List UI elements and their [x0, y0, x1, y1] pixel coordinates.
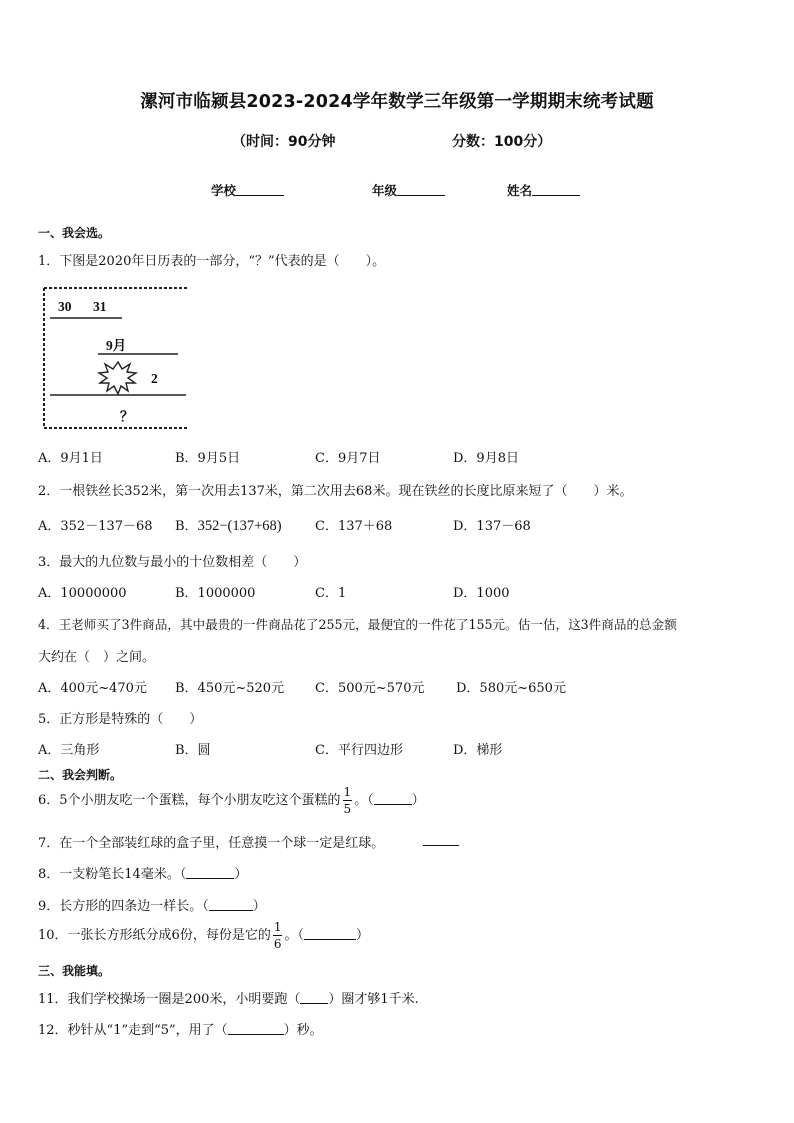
section-heading-judge: 二、我会判断。	[38, 768, 123, 782]
q1-option-a[interactable]: A．9月1日	[38, 451, 103, 466]
section-heading-fill: 三、我能填。	[38, 964, 111, 978]
school-label: 学校	[211, 183, 237, 198]
q5-option-c[interactable]: C．平行四边形	[315, 743, 403, 758]
q2-option-b-expression: 352−(137+68)	[197, 518, 282, 534]
question-6-open: 。（	[354, 793, 374, 808]
calendar-month-label: 9月	[106, 338, 127, 353]
calendar-unknown-mark: ？	[120, 409, 134, 424]
name-blank[interactable]	[532, 183, 580, 196]
question-10-close: ）	[355, 928, 369, 943]
q2-option-a[interactable]: A．352－137－68	[38, 519, 153, 534]
question-10	[38, 921, 369, 950]
calendar-figure	[38, 282, 190, 432]
section-heading-choice: 一、我会选。	[38, 226, 111, 240]
question-8	[38, 863, 247, 882]
q9-answer-blank[interactable]	[209, 899, 253, 911]
q4-option-d[interactable]: D．580元~650元	[456, 681, 566, 696]
q2-option-d[interactable]: D．137－68	[453, 519, 531, 534]
name-field[interactable]	[507, 181, 580, 199]
question-12	[38, 1019, 323, 1038]
q6-answer-blank[interactable]	[374, 793, 412, 805]
exam-time: （时间：90分钟	[232, 134, 336, 150]
question-5-stem: 5．正方形是特殊的（ ）	[38, 712, 203, 727]
question-4-stem-line-1: 4．王老师买了3件商品，其中最贵的一件商品花了255元，最便宜的一件花了155元。估一估，这3件商品的总金额	[38, 617, 677, 632]
question-6-close: ）	[411, 793, 425, 808]
q4-option-b[interactable]: B．450元~520元	[175, 681, 285, 696]
burst-icon	[99, 362, 136, 394]
fraction-denominator: 5	[343, 802, 352, 816]
question-3-stem: 3．最大的九位数与最小的十位数相差（ ）	[38, 555, 307, 570]
school-field[interactable]	[211, 181, 284, 199]
question-8-stem: 8．一支粉笔长14毫米。（	[38, 867, 187, 882]
question-1-stem: 1．下图是2020年日历表的一部分，“？”代表的是（ ）。	[38, 254, 386, 269]
fraction-denominator: 6	[273, 937, 282, 951]
fraction-one-sixth	[273, 921, 283, 950]
question-8-close: ）	[234, 867, 248, 882]
question-2-stem: 2．一根铁丝长352米，第一次用去137米，第二次用去68米。现在铁丝的长度比原来短了（ ）米。	[38, 484, 633, 499]
exam-score: 分数：100分）	[452, 134, 552, 150]
question-11	[38, 988, 419, 1007]
grade-field[interactable]	[372, 181, 445, 199]
question-4-stem-line-2: 大约在（ ）之间。	[38, 650, 156, 665]
q11-answer-blank[interactable]	[300, 992, 328, 1004]
q3-option-c[interactable]: C．1	[315, 586, 347, 601]
q1-option-c[interactable]: C．9月7日	[315, 451, 381, 466]
question-12-stem: 12．秒针从“1”走到“5”，用了（	[38, 1023, 228, 1038]
page-title: 漯河市临颍县2023-2024学年数学三年级第一学期期末统考试题	[140, 92, 654, 112]
question-9-stem: 9．长方形的四条边一样长。（	[38, 899, 209, 914]
question-6-stem: 6．5个小朋友吃一个蛋糕，每个小朋友吃这个蛋糕的	[38, 793, 341, 808]
q1-option-b[interactable]: B．9月5日	[175, 451, 241, 466]
q8-answer-blank[interactable]	[186, 867, 234, 879]
fraction-one-fifth	[343, 786, 353, 815]
grade-label: 年级	[372, 183, 398, 198]
q4-option-a[interactable]: A．400元~470元	[38, 681, 147, 696]
question-9-close: ）	[252, 899, 266, 914]
question-10-stem: 10．一张长方形纸分成6份，每份是它的	[38, 928, 271, 943]
q2-option-c[interactable]: C．137＋68	[315, 519, 393, 534]
q5-option-a[interactable]: A．三角形	[38, 743, 100, 758]
question-7-stem: 7．在一个全部装红球的盒子里，任意摸一个球一定是红球。	[38, 836, 385, 851]
q7-answer-blank[interactable]	[423, 845, 459, 846]
fraction-numerator: 1	[273, 920, 282, 934]
question-11-after: ）圈才够1千米.	[328, 992, 419, 1007]
calendar-date-31: 31	[93, 299, 107, 314]
calendar-date-30: 30	[58, 299, 72, 314]
q5-option-b[interactable]: B．圆	[175, 743, 211, 758]
q3-option-a[interactable]: A．10000000	[38, 586, 127, 601]
question-6	[38, 786, 425, 815]
q5-option-d[interactable]: D．梯形	[453, 743, 503, 758]
name-label: 姓名	[507, 183, 533, 198]
school-blank[interactable]	[236, 183, 284, 196]
q2-option-b[interactable]	[175, 515, 282, 535]
fraction-numerator: 1	[343, 785, 352, 799]
q10-answer-blank[interactable]	[304, 928, 356, 940]
q12-answer-blank[interactable]	[228, 1023, 284, 1035]
question-12-after: ）秒。	[283, 1023, 323, 1038]
q3-option-b[interactable]: B．1000000	[175, 586, 256, 601]
q2-option-b-letter: B．	[175, 519, 198, 534]
question-9	[38, 895, 266, 914]
question-11-stem: 11．我们学校操场一圈是200米，小明要跑（	[38, 992, 301, 1007]
grade-blank[interactable]	[397, 183, 445, 196]
q4-option-c[interactable]: C．500元~570元	[315, 681, 425, 696]
q3-option-d[interactable]: D．1000	[453, 586, 510, 601]
calendar-date-2: 2	[151, 371, 158, 386]
q1-option-d[interactable]: D．9月8日	[453, 451, 519, 466]
question-10-open: 。（	[284, 928, 304, 943]
